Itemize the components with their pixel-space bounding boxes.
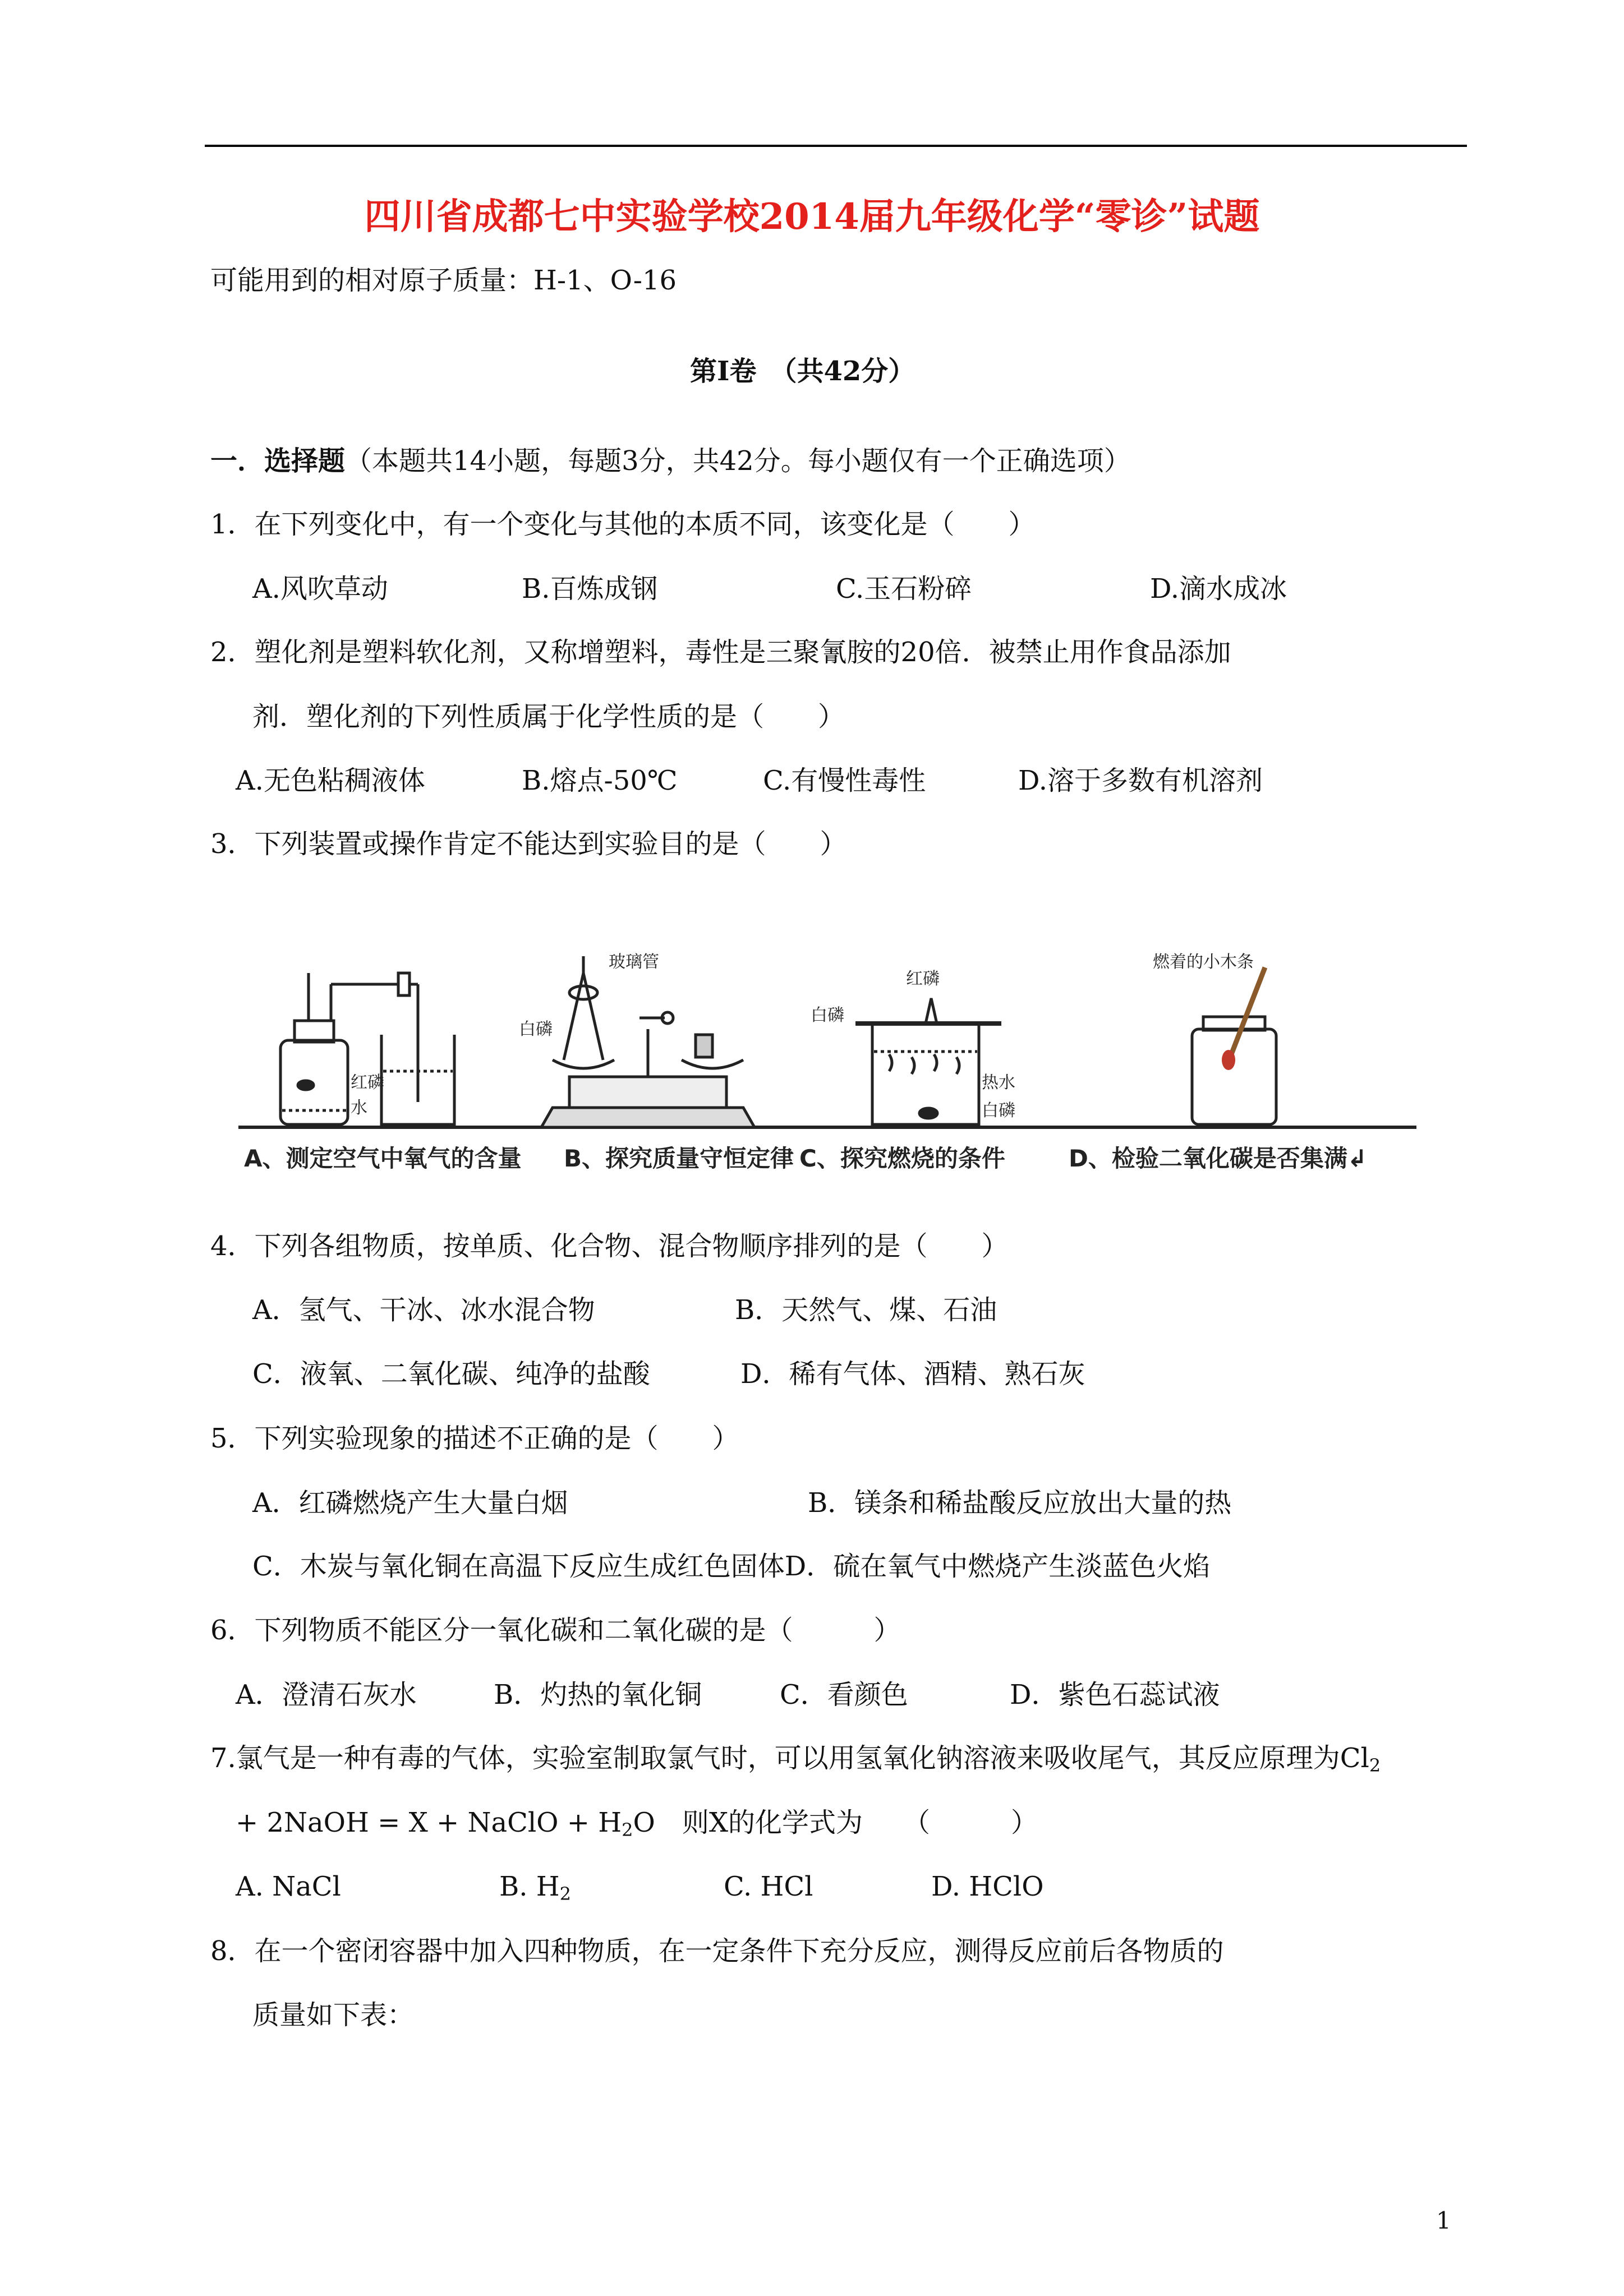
submerged-phosphorus bbox=[919, 1108, 937, 1118]
q7-option-b-text: B. H bbox=[499, 1871, 560, 1902]
caption-d: D、检验二氧化碳是否集满↲ bbox=[1069, 1145, 1368, 1172]
wooden-stick bbox=[1231, 967, 1265, 1054]
apparatus-b bbox=[541, 956, 755, 1127]
q7-option-c: C. HCl bbox=[724, 1871, 813, 1902]
pan-right bbox=[682, 1060, 743, 1068]
q5-option-a: A．红磷燃烧产生大量白烟 bbox=[252, 1487, 568, 1519]
q7-cl2-subscript: 2 bbox=[1369, 1755, 1381, 1776]
q5-option-c-d bbox=[252, 1550, 1210, 1583]
page-number: 1 bbox=[1436, 2207, 1451, 2234]
spoon bbox=[298, 1081, 314, 1090]
label-burning-stick: 燃着的小木条 bbox=[1153, 952, 1254, 972]
q7-option-b-subscript: 2 bbox=[559, 1883, 572, 1905]
label-white-phosphorus-b: 白磷 bbox=[519, 1020, 553, 1039]
q6-option-d: D．紫色石蕊试液 bbox=[1010, 1679, 1220, 1711]
q1-option-d: D.滴水成冰 bbox=[1150, 573, 1287, 605]
q6-option-c: C．看颜色 bbox=[780, 1679, 908, 1711]
steam bbox=[889, 1054, 959, 1074]
page-title: 四川省成都七中实验学校2014届九年级化学“零诊”试题 bbox=[364, 196, 1260, 238]
label-glass-tube: 玻璃管 bbox=[609, 952, 659, 972]
q1-option-c: C.玉石粉碎 bbox=[836, 573, 972, 605]
q6-stem: 6．下列物质不能区分一氧化碳和二氧化碳的是（ ） bbox=[210, 1615, 901, 1646]
jar-stopper bbox=[295, 1021, 334, 1042]
q5-stem: 5．下列实验现象的描述不正确的是（ ） bbox=[210, 1423, 739, 1454]
q2-option-d: D.溶于多数有机溶剂 bbox=[1018, 765, 1263, 796]
q2-stem-line2: 剂．塑化剂的下列性质属于化学性质的是（ ） bbox=[252, 701, 845, 732]
weight bbox=[696, 1035, 712, 1057]
q2-stem-line1: 2．塑化剂是塑料软化剂，又称增塑料，毒性是三聚氰胺的20倍．被禁止用作食品添加 bbox=[210, 637, 1231, 668]
q1-option-b: B.百炼成钢 bbox=[522, 573, 658, 605]
header-rule bbox=[205, 145, 1467, 147]
section-heading bbox=[210, 444, 1131, 478]
apparatus-c bbox=[855, 998, 1001, 1124]
q5-option-c: C．木炭与氧化铜在高温下反应生成红色固体 bbox=[252, 1551, 785, 1582]
label-water: 水 bbox=[351, 1098, 367, 1118]
balance-base bbox=[541, 1108, 755, 1127]
flame bbox=[926, 998, 937, 1023]
q3-apparatus-figure bbox=[238, 951, 1444, 1197]
apparatus-a bbox=[280, 973, 454, 1124]
label-white-phosphorus-c2: 白磷 bbox=[982, 1101, 1015, 1121]
apparatus-d bbox=[1192, 967, 1276, 1124]
q4-option-b: B．天然气、煤、石油 bbox=[735, 1294, 997, 1326]
q2-option-a: A.无色粘稠液体 bbox=[236, 765, 425, 796]
q7-equation: + 2NaOH = X + NaClO + H bbox=[236, 1807, 622, 1838]
caption-b: B、探究质量守恒定律 bbox=[564, 1145, 794, 1172]
balance-body bbox=[569, 1077, 726, 1108]
q5-option-b: B．镁条和稀盐酸反应放出大量的热 bbox=[808, 1487, 1232, 1519]
caption-a: A、测定空气中氧气的含量 bbox=[244, 1145, 522, 1172]
q5-option-d: D．硫在氧气中燃烧产生淡蓝色火焰 bbox=[784, 1551, 1211, 1582]
q7-option-b bbox=[499, 1870, 571, 1911]
stick-flame bbox=[1222, 1050, 1235, 1070]
q1-option-a: A.风吹草动 bbox=[252, 573, 388, 605]
label-hot-water: 热水 bbox=[982, 1073, 1015, 1092]
q3-stem: 3．下列装置或操作肯定不能达到实验目的是（ ） bbox=[210, 828, 847, 860]
pan-left bbox=[553, 1060, 614, 1068]
q7-option-a: A. NaCl bbox=[236, 1871, 341, 1902]
q7-stem-line2 bbox=[236, 1806, 1038, 1847]
caption-c: C、探究燃烧的条件 bbox=[799, 1145, 1005, 1172]
q2-option-c: C.有慢性毒性 bbox=[763, 765, 926, 796]
q6-option-a: A．澄清石灰水 bbox=[236, 1679, 417, 1711]
balloon bbox=[569, 986, 597, 999]
section-title: 一．选择题 bbox=[210, 445, 346, 477]
q7-stem-text: 7.氯气是一种有毒的气体，实验室制取氯气时，可以用氢氧化钠溶液来吸收尾气，其反应原理为Cl bbox=[210, 1742, 1369, 1774]
label-red-phosphorus-c: 红磷 bbox=[906, 969, 940, 989]
q7-h2o-subscript: 2 bbox=[622, 1819, 633, 1841]
label-red-phosphorus: 红磷 bbox=[351, 1073, 384, 1092]
atomic-mass-note: 可能用到的相对原子质量：H-1、O-16 bbox=[210, 265, 677, 296]
label-white-phosphorus-c: 白磷 bbox=[811, 1006, 844, 1025]
q7-question: O 则X的化学式为 （ ） bbox=[633, 1807, 1038, 1838]
q4-option-c: C．液氧、二氧化碳、纯净的盐酸 bbox=[252, 1358, 650, 1390]
q4-option-d: D．稀有气体、酒精、熟石灰 bbox=[740, 1358, 1085, 1390]
q1-stem: 1．在下列变化中，有一个变化与其他的本质不同，该变化是（ ） bbox=[210, 509, 1036, 540]
clamp bbox=[398, 973, 410, 995]
volume-heading: 第Ⅰ卷 （共42分） bbox=[690, 356, 915, 387]
q6-option-b: B．灼热的氧化铜 bbox=[494, 1679, 702, 1711]
q7-stem-line1 bbox=[210, 1741, 1381, 1782]
q4-stem: 4．下列各组物质，按单质、化合物、混合物顺序排列的是（ ） bbox=[210, 1230, 1009, 1262]
q7-option-d: D. HClO bbox=[931, 1871, 1044, 1902]
q4-option-a: A．氢气、干冰、冰水混合物 bbox=[252, 1294, 595, 1326]
q2-option-b: B.熔点-50℃ bbox=[522, 765, 678, 796]
section-note: （本题共14小题，每题3分，共42分。每小题仅有一个正确选项） bbox=[345, 445, 1131, 477]
q8-stem-line2: 质量如下表： bbox=[252, 1999, 415, 2031]
q8-stem-line1: 8．在一个密闭容器中加入四种物质，在一定条件下充分反应，测得反应前后各物质的 bbox=[210, 1935, 1224, 1967]
